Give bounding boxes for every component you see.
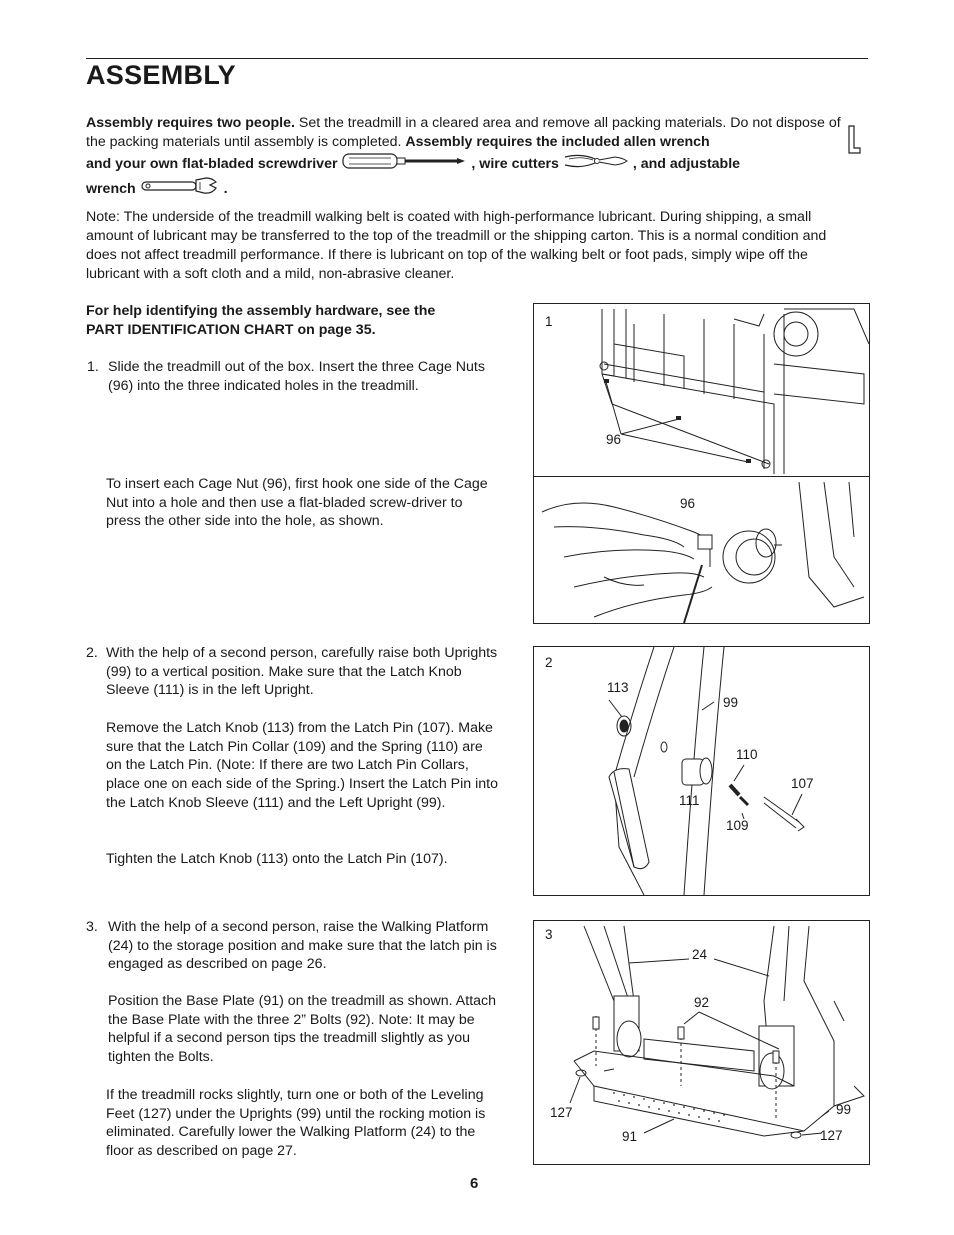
figure-1b-drawing — [534, 477, 869, 623]
figure-number: 1 — [545, 314, 553, 329]
callout-96: 96 — [606, 432, 622, 447]
step-2-substep-1: Remove the Latch Knob (113) from the Latch Pin (107). Make sure that the Latch Pin Collar (109) and the Spring (110) are on the Latch Pin. (Note: If there are two Latch Pin Collars, place one on each side of the Spring.) Insert the Latch Pin into the Latch Knob Sleeve (111) and the Left Upright (99). — [106, 720, 498, 811]
lubricant-note: Note: The underside of the treadmill walking belt is coated with high-performance lubricant. During shipping, a small amount of lubricant may be transferred to the top of the treadmill or the shipping carton. This is a normal condition and does not affect treadmill performance. If there is lubricant on top of the walking belt or foot pads, simply wipe off the lubricant with a soft cloth and a mild, non-abrasive cleaner. — [86, 209, 827, 282]
wire-cutters-icon — [563, 152, 629, 176]
intro-sep2: , and adjustable — [632, 155, 741, 172]
help-line1: For help identifying the assembly hardware, see the — [86, 303, 436, 319]
figure-1-uprights — [533, 303, 870, 477]
callout-127: 127 — [820, 1128, 843, 1143]
callout-99: 99 — [723, 695, 739, 710]
step-3-substep-1: Position the Base Plate (91) on the treadmill as shown. Attach the Base Plate with the three 2” Bolts (92). Note: It may be helpful if a second person tips the treadmill slightly as you tighten the Bolts. — [108, 993, 497, 1066]
help-text — [86, 302, 516, 340]
callout-91: 91 — [622, 1129, 638, 1144]
intro-text: Set the treadmill in a cleared area and remove all packing materials. Do not dispose of the packing materials until assembly is completed. — [86, 115, 841, 150]
step-text: With the help of a second person, carefully raise both Uprights (99) to a vertical position. Make sure that the Latch Knob Sleeve (111) is in the left Upright. — [106, 645, 498, 699]
figure-2-drawing — [534, 647, 869, 895]
callout-109: 109 — [726, 818, 749, 833]
figure-2-latch-pin — [533, 646, 870, 896]
figure-3-base-plate — [533, 920, 870, 1165]
step-3-substep-2: If the treadmill rocks slightly, turn one or both of the Leveling Feet (127) under the Uprights (99) until the rocking motion is eliminated. Carefully lower the Walking Platform (24) to the floor as described on page 27. — [106, 1087, 486, 1160]
callout-113: 113 — [607, 680, 629, 695]
page-title: ASSEMBLY — [86, 60, 236, 90]
callout-99: 99 — [836, 1102, 852, 1117]
intro-end: . — [223, 180, 228, 197]
step-number: 3. — [86, 919, 98, 935]
step-text: With the help of a second person, raise the Walking Platform (24) to the storage position and make sure that the latch pin is engaged as described on page 26. — [108, 919, 497, 973]
header-rule — [86, 58, 868, 59]
screwdriver-icon — [341, 152, 467, 176]
step-number: 1. — [87, 359, 99, 375]
step-2-substep-2: Tighten the Latch Knob (113) onto the Latch Pin (107). — [106, 851, 448, 867]
intro-bold-wrench: wrench — [86, 180, 136, 197]
figure-1-drawing — [534, 304, 869, 476]
step-number: 2. — [86, 645, 98, 661]
step-text: Slide the treadmill out of the box. Insert the three Cage Nuts (96) into the three indicated holes in the treadmill. — [108, 359, 485, 394]
callout-110: 110 — [736, 747, 758, 762]
figure-number: 3 — [545, 927, 553, 942]
intro-sep1: , — [471, 155, 480, 172]
page-number: 6 — [470, 1175, 479, 1192]
callout-107: 107 — [791, 776, 814, 791]
allen-wrench-icon — [846, 124, 862, 161]
intro-bold-allen: Assembly requires the included allen wrench — [405, 134, 710, 150]
callout-127: 127 — [550, 1105, 573, 1120]
figure-number: 2 — [545, 655, 553, 670]
callout-96: 96 — [680, 496, 696, 511]
figure-1-cage-nut-detail — [533, 476, 870, 624]
help-line2: PART IDENTIFICATION CHART on page 35. — [86, 322, 376, 338]
intro-bold-screwdriver: and your own flat-bladed screwdriver — [86, 155, 338, 172]
intro-paragraph — [86, 114, 862, 202]
callout-111: 111 — [679, 793, 700, 808]
intro-bold-two-people: Assembly requires two people. — [86, 115, 295, 131]
callout-24: 24 — [692, 947, 708, 962]
intro-bold-wire-cutters: wire cutters — [479, 155, 559, 172]
step-1-substep: To insert each Cage Nut (96), first hook one side of the Cage Nut into a hole and then use a flat-bladed screw-driver to press the other side into the hole, as shown. — [106, 476, 488, 530]
callout-92: 92 — [694, 995, 710, 1010]
adjustable-wrench-icon — [140, 176, 220, 202]
